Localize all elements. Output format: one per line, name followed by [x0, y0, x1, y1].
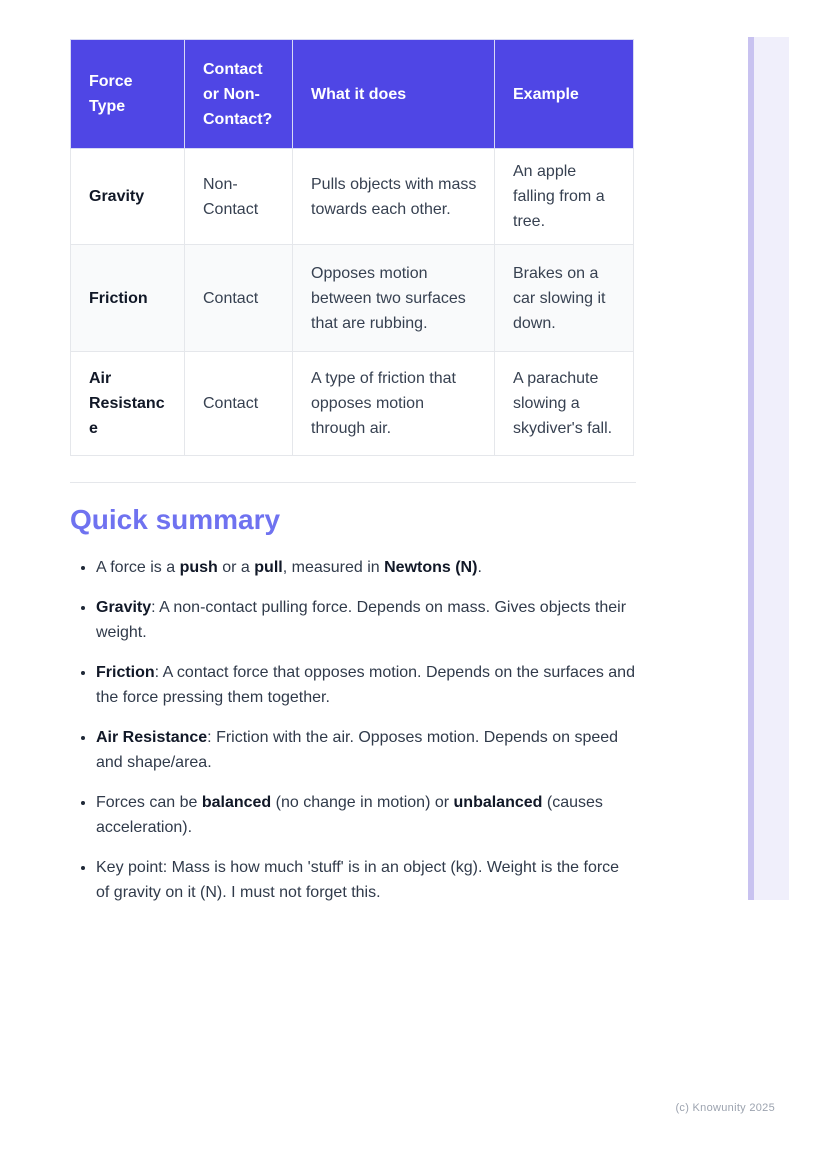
- cell-description: Opposes motion between two surfaces that are rubbing.: [293, 245, 495, 352]
- cell-example: An apple falling from a tree.: [495, 149, 634, 245]
- cell-force-name: Gravity: [71, 149, 185, 245]
- copyright-text: (c) Knowunity 2025: [675, 1102, 775, 1114]
- table-row-air-resistance: [71, 352, 634, 456]
- summary-bullet: • Gravity: A non-contact pulling force. Depends on mass. Gives objects their weight.: [96, 595, 636, 645]
- column-header-example: Example: [495, 40, 634, 149]
- summary-bullet: • A force is a push or a pull, measured in Newtons (N).: [96, 555, 636, 580]
- cell-example: A parachute slowing a skydiver's fall.: [495, 352, 634, 456]
- summary-bullet: • Air Resistance: Friction with the air. Opposes motion. Depends on speed and shape/area.: [96, 725, 636, 775]
- cell-force-name: Air Resistance: [71, 352, 185, 456]
- cell-contact-type: Contact: [185, 245, 293, 352]
- summary-heading: Quick summary: [70, 504, 281, 535]
- column-header-force-type: Force Type: [71, 40, 185, 149]
- cell-description: A type of friction that opposes motion through air.: [293, 352, 495, 456]
- summary-list: [70, 555, 636, 905]
- cell-example: Brakes on a car slowing it down.: [495, 245, 634, 352]
- forces-table: [70, 39, 634, 456]
- summary-bullet: • Key point: Mass is how much 'stuff' is in an object (kg). Weight is the force of gravity on it (N). I must not forget this.: [96, 855, 636, 905]
- next-page-edge-strip: [748, 37, 789, 900]
- note-content: [70, 39, 636, 920]
- cell-force-name: Friction: [71, 245, 185, 352]
- summary-bullet: • Friction: A contact force that opposes motion. Depends on the surfaces and the force pressing them together.: [96, 660, 636, 710]
- table-row-friction: [71, 245, 634, 352]
- cell-description: Pulls objects with mass towards each other.: [293, 149, 495, 245]
- cell-contact-type: Contact: [185, 352, 293, 456]
- summary-bullet: • Forces can be balanced (no change in motion) or unbalanced (causes acceleration).: [96, 790, 636, 840]
- column-header-contact: Contact or Non-Contact?: [185, 40, 293, 149]
- table-row-gravity: [71, 149, 634, 245]
- column-header-what-it-does: What it does: [293, 40, 495, 149]
- cell-contact-type: Non-Contact: [185, 149, 293, 245]
- section-divider: [70, 482, 636, 483]
- table-header-row: [71, 40, 634, 149]
